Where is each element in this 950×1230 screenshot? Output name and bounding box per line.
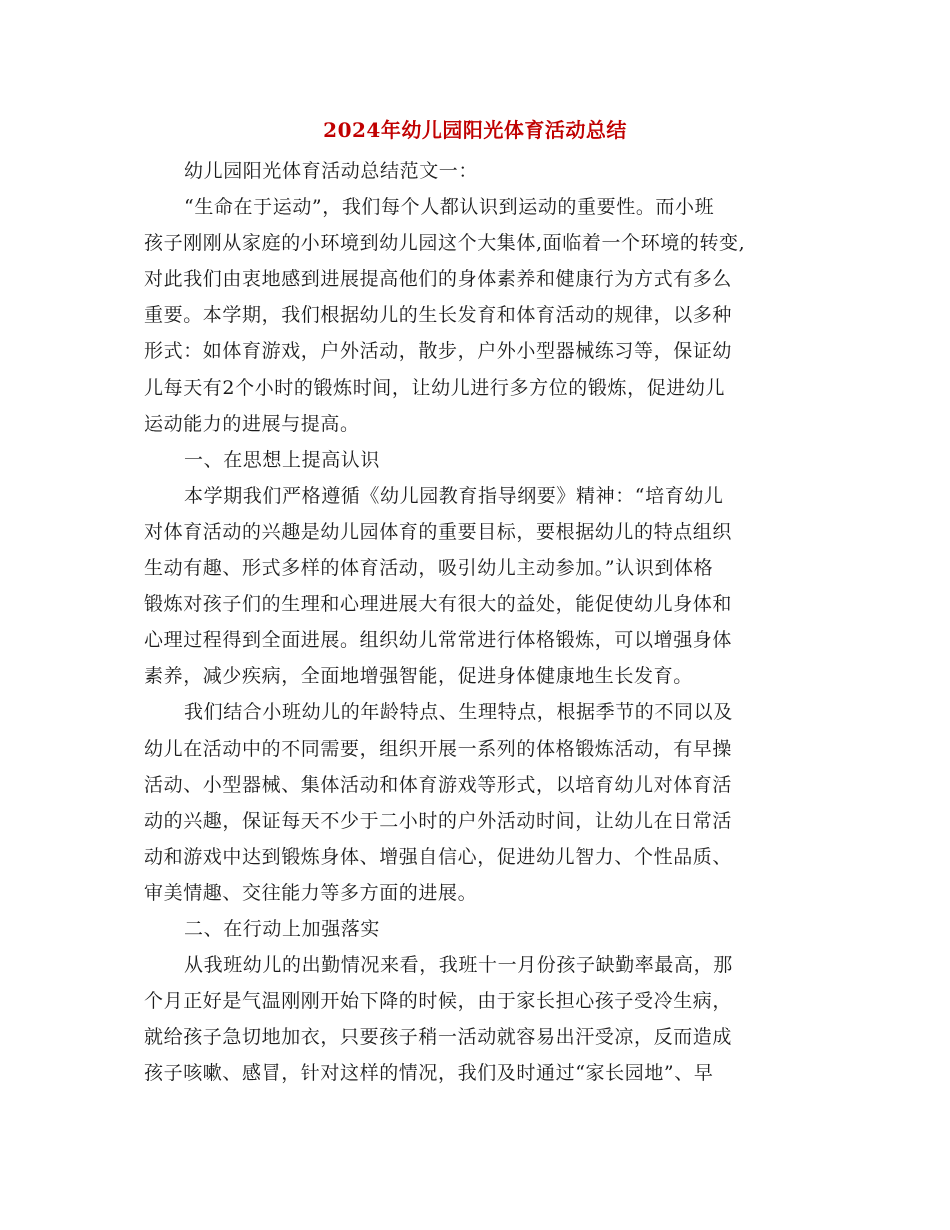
text-line: 二、在行动上加强落实 [184,917,381,940]
text-line: 锻炼对孩子们的生理和心理进展大有很大的益处，能促使幼儿身体和 [144,593,733,616]
text-line: 动的兴趣，保证每天不少于二小时的户外活动时间，让幼儿在日常活 [144,809,733,832]
text-line: 对体育活动的兴趣是幼儿园体育的重要目标，要根据幼儿的特点组织 [144,520,733,543]
text-line: 审美情趣、交往能力等多方面的进展。 [144,881,478,904]
text-line: 儿每天有2个小时的锻炼时间，让幼儿进行多方位的锻炼，促进幼儿 [144,376,726,399]
document-title: 2024年幼儿园阳光体育活动总结 [323,118,627,142]
text-line: 我们结合小班幼儿的年龄特点、生理特点，根据季节的不同以及 [184,701,733,724]
text-line: 素养，减少疾病，全面地增强智能，促进身体健康地生长发育。 [144,665,693,688]
text-line: 幼儿园阳光体育活动总结范文一： [184,160,479,182]
text-line: 孩子咳嗽、感冒，针对这样的情况，我们及时通过“家长园地”、早 [144,1062,714,1085]
text-line: 一、在思想上提高认识 [184,448,381,471]
document-body [144,153,824,1091]
text-line: 对此我们由衷地感到进展提高他们的身体素养和健康行为方式有多么 [144,268,733,291]
text-line: 活动、小型器械、集体活动和体育游戏等形式，以培育幼儿对体育活 [144,773,733,796]
text-line: 形式：如体育游戏，户外活动，散步，户外小型器械练习等，保证幼 [144,340,733,363]
text-line: 个月正好是气温刚刚开始下降的时候，由于家长担心孩子受冷生病， [144,990,733,1013]
text-line: 重要。本学期，我们根据幼儿的生长发育和体育活动的规律，以多种 [144,304,733,327]
text-line: 从我班幼儿的出勤情况来看，我班十一月份孩子缺勤率最高，那 [184,954,733,977]
text-line: 运动能力的进展与提高。 [144,412,360,435]
text-line: 幼儿在活动中的不同需要，组织开展一系列的体格锻炼活动，有早操 [144,737,733,760]
text-line: “生命在于运动”，我们每个人都认识到运动的重要性。而小班 [184,196,715,219]
text-line: 孩子刚刚从家庭的小环境到幼儿园这个大集体,面临着一个环境的转变, [144,232,746,255]
text-line: 心理过程得到全面进展。组织幼儿常常进行体格锻炼，可以增强身体 [144,629,733,652]
text-line: 本学期我们严格遵循《幼儿园教育指导纲要》精神：“培育幼儿 [184,484,724,507]
text-line: 动和游戏中达到锻炼身体、增强自信心，促进幼儿智力、个性品质、 [144,845,733,868]
text-line: 生动有趣、形式多样的体育活动，吸引幼儿主动参加。”认识到体格 [144,557,714,580]
text-line: 就给孩子急切地加衣，只要孩子稍一活动就容易出汗受凉，反而造成 [144,1026,733,1049]
